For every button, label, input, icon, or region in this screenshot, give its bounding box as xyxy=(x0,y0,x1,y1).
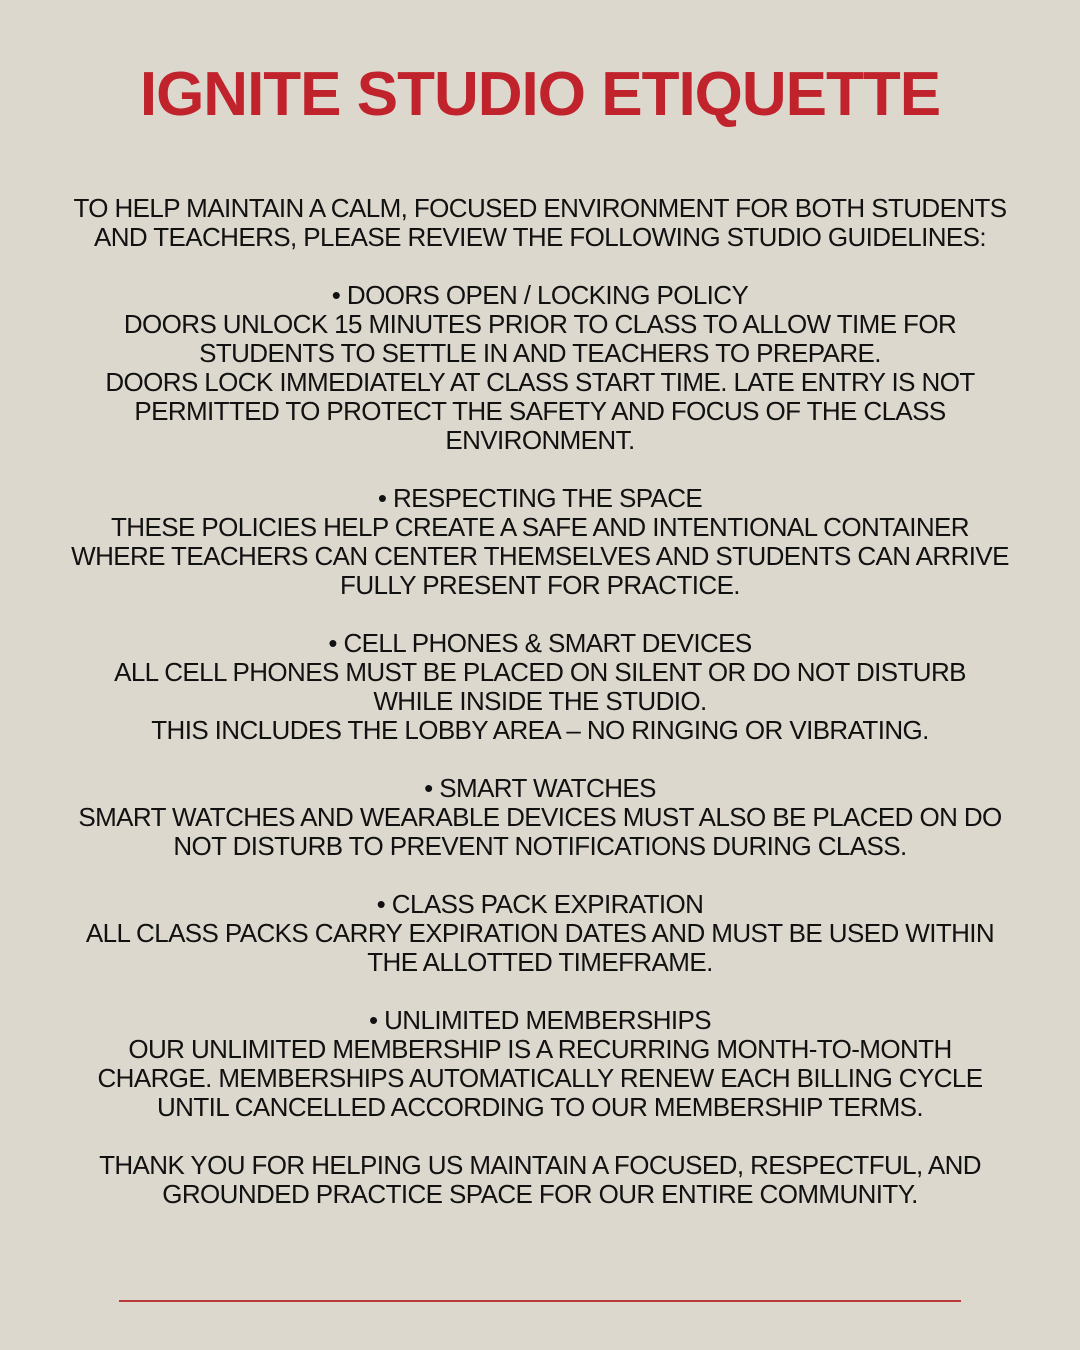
section-line: WHERE TEACHERS CAN CENTER THEMSELVES AND STUDENTS CAN ARRIVE xyxy=(71,541,1009,571)
section-gap xyxy=(35,455,1045,484)
section-heading: • UNLIMITED MEMBERSHIPS xyxy=(368,1005,711,1035)
section-gap xyxy=(35,861,1045,890)
section-line: WHILE INSIDE THE STUDIO. xyxy=(373,686,707,716)
section-gap xyxy=(35,1122,1045,1151)
section-heading: • CELL PHONES & SMART DEVICES xyxy=(328,628,752,658)
section-doors-open-locking-policy xyxy=(35,281,1045,455)
intro-paragraph xyxy=(35,194,1045,252)
section-line: UNTIL CANCELLED ACCORDING TO OUR MEMBERSHIP TERMS. xyxy=(156,1092,924,1122)
section-gap xyxy=(35,600,1045,629)
section-heading: • DOORS OPEN / LOCKING POLICY xyxy=(331,280,749,310)
section-gap xyxy=(35,745,1045,774)
section-gap xyxy=(35,977,1045,1006)
section-line: FULLY PRESENT FOR PRACTICE. xyxy=(340,570,740,600)
intro-line: TO HELP MAINTAIN A CALM, FOCUSED ENVIRONMENT FOR BOTH STUDENTS xyxy=(73,193,1007,223)
section-line: ENVIRONMENT. xyxy=(445,425,635,455)
section-heading: • RESPECTING THE SPACE xyxy=(377,483,703,513)
section-line: PERMITTED TO PROTECT THE SAFETY AND FOCUS OF THE CLASS xyxy=(134,396,946,426)
section-unlimited-memberships xyxy=(35,1006,1045,1122)
section-line: OUR UNLIMITED MEMBERSHIP IS A RECURRING MONTH-TO-MONTH xyxy=(128,1034,952,1064)
closing-line: GROUNDED PRACTICE SPACE FOR OUR ENTIRE COMMUNITY. xyxy=(162,1179,918,1209)
section-heading: • CLASS PACK EXPIRATION xyxy=(376,889,704,919)
section-respecting-the-space xyxy=(35,484,1045,600)
closing-paragraph xyxy=(35,1151,1045,1209)
section-line: THESE POLICIES HELP CREATE A SAFE AND INTENTIONAL CONTAINER xyxy=(111,512,969,542)
section-line: THIS INCLUDES THE LOBBY AREA – NO RINGING OR VIBRATING. xyxy=(151,715,929,745)
section-cell-phones-smart-devices xyxy=(35,629,1045,745)
section-line: THE ALLOTTED TIMEFRAME. xyxy=(367,947,713,977)
section-smart-watches xyxy=(35,774,1045,861)
section-line: DOORS UNLOCK 15 MINUTES PRIOR TO CLASS TO ALLOW TIME FOR xyxy=(123,309,957,339)
section-line: DOORS LOCK IMMEDIATELY AT CLASS START TIME. LATE ENTRY IS NOT xyxy=(105,367,975,397)
section-line: ALL CLASS PACKS CARRY EXPIRATION DATES AND MUST BE USED WITHIN xyxy=(85,918,995,948)
section-class-pack-expiration xyxy=(35,890,1045,977)
etiquette-copy xyxy=(35,194,1045,1209)
page-title: IGNITE STUDIO ETIQUETTE xyxy=(139,60,941,129)
section-gap xyxy=(35,252,1045,281)
section-line: SMART WATCHES AND WEARABLE DEVICES MUST ALSO BE PLACED ON DO xyxy=(78,802,1002,832)
closing-line: THANK YOU FOR HELPING US MAINTAIN A FOCUSED, RESPECTFUL, AND xyxy=(99,1150,981,1180)
intro-line: AND TEACHERS, PLEASE REVIEW THE FOLLOWING STUDIO GUIDELINES: xyxy=(93,222,986,252)
section-heading: • SMART WATCHES xyxy=(424,773,656,803)
section-line: STUDENTS TO SETTLE IN AND TEACHERS TO PREPARE. xyxy=(199,338,881,368)
section-line: ALL CELL PHONES MUST BE PLACED ON SILENT OR DO NOT DISTURB xyxy=(114,657,966,687)
section-line: NOT DISTURB TO PREVENT NOTIFICATIONS DURING CLASS. xyxy=(173,831,907,861)
bottom-divider xyxy=(119,1300,961,1302)
section-line: CHARGE. MEMBERSHIPS AUTOMATICALLY RENEW EACH BILLING CYCLE xyxy=(97,1063,983,1093)
